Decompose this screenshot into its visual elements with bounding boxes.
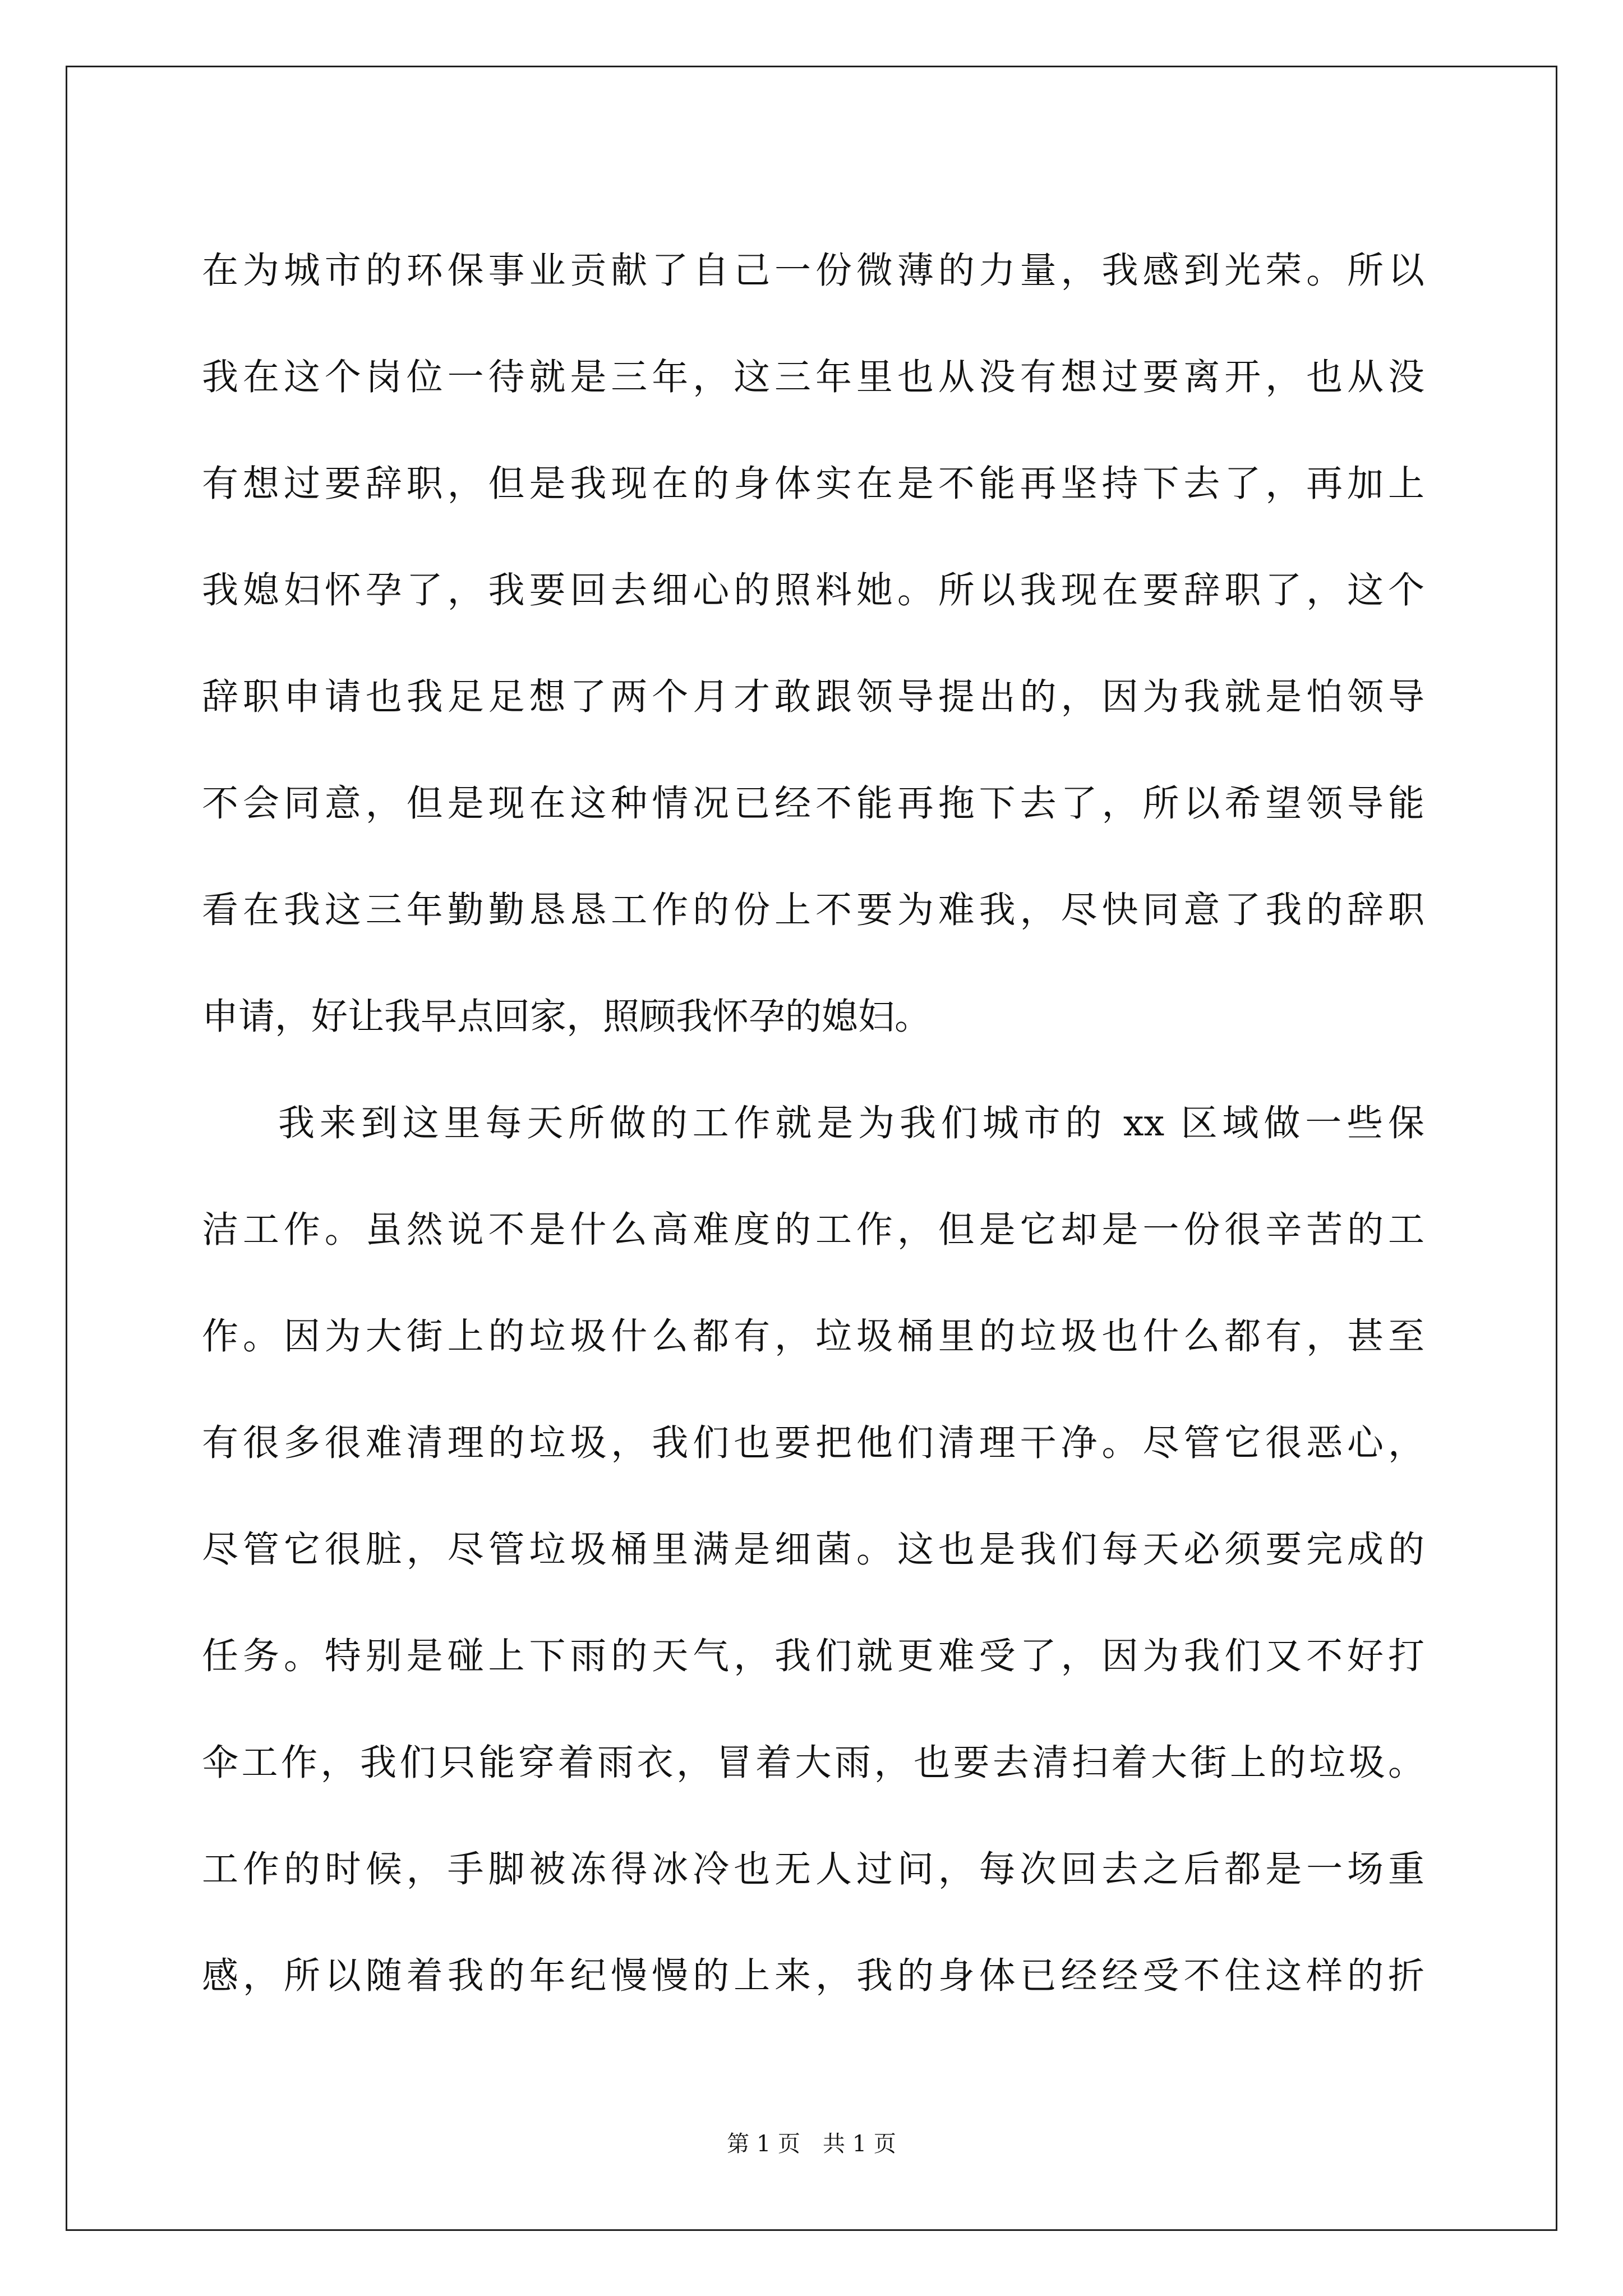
text-line-10: 洁工作。虽然说不是什么高难度的工作，但是它却是一份很辛苦的工 — [202, 1209, 1424, 1251]
text-line-11: 作。因为大街上的垃圾什么都有，垃圾桶里的垃圾也什么都有，甚至 — [202, 1315, 1424, 1358]
text-line-13: 尽管它很脏，尽管垃圾桶里满是细菌。这也是我们每天必须要完成的 — [202, 1529, 1424, 1571]
text-line-15: 伞工作，我们只能穿着雨衣，冒着大雨，也要去清扫着大街上的垃圾。 — [202, 1742, 1424, 1784]
text-line-9: 我来到这里每天所做的工作就是为我们城市的 xx 区域做一些保 — [278, 1102, 1424, 1144]
document-body — [202, 218, 1424, 2030]
text-line-5: 辞职申请也我足足想了两个月才敢跟领导提出的，因为我就是怕领导 — [202, 676, 1424, 718]
text-line-17: 感，所以随着我的年纪慢慢的上来，我的身体已经经受不住这样的折 — [202, 1955, 1424, 1997]
text-line-16: 工作的时候，手脚被冻得冰冷也无人过问，每次回去之后都是一场重 — [202, 1848, 1424, 1890]
text-line-14: 任务。特别是碰上下雨的天气，我们就更难受了，因为我们又不好打 — [202, 1635, 1424, 1677]
text-line-12: 有很多很难清理的垃圾，我们也要把他们清理干净。尽管它很恶心， — [202, 1422, 1424, 1464]
text-line-3: 有想过要辞职，但是我现在的身体实在是不能再坚持下去了，再加上 — [202, 463, 1424, 505]
text-line-1: 在为城市的环保事业贡献了自己一份微薄的力量，我感到光荣。所以 — [202, 250, 1424, 292]
page-number-footer: 第 1 页 共 1 页 — [727, 2131, 896, 2157]
text-line-6: 不会同意，但是现在这种情况已经不能再拖下去了，所以希望领导能 — [202, 783, 1424, 825]
text-line-8: 申请，好让我早点回家，照顾我怀孕的媳妇。 — [202, 996, 932, 1038]
text-line-2: 我在这个岗位一待就是三年，这三年里也从没有想过要离开，也从没 — [202, 356, 1424, 398]
text-line-7: 看在我这三年勤勤恳恳工作的份上不要为难我，尽快同意了我的辞职 — [202, 889, 1424, 931]
text-line-4: 我媳妇怀孕了，我要回去细心的照料她。所以我现在要辞职了，这个 — [202, 569, 1424, 611]
